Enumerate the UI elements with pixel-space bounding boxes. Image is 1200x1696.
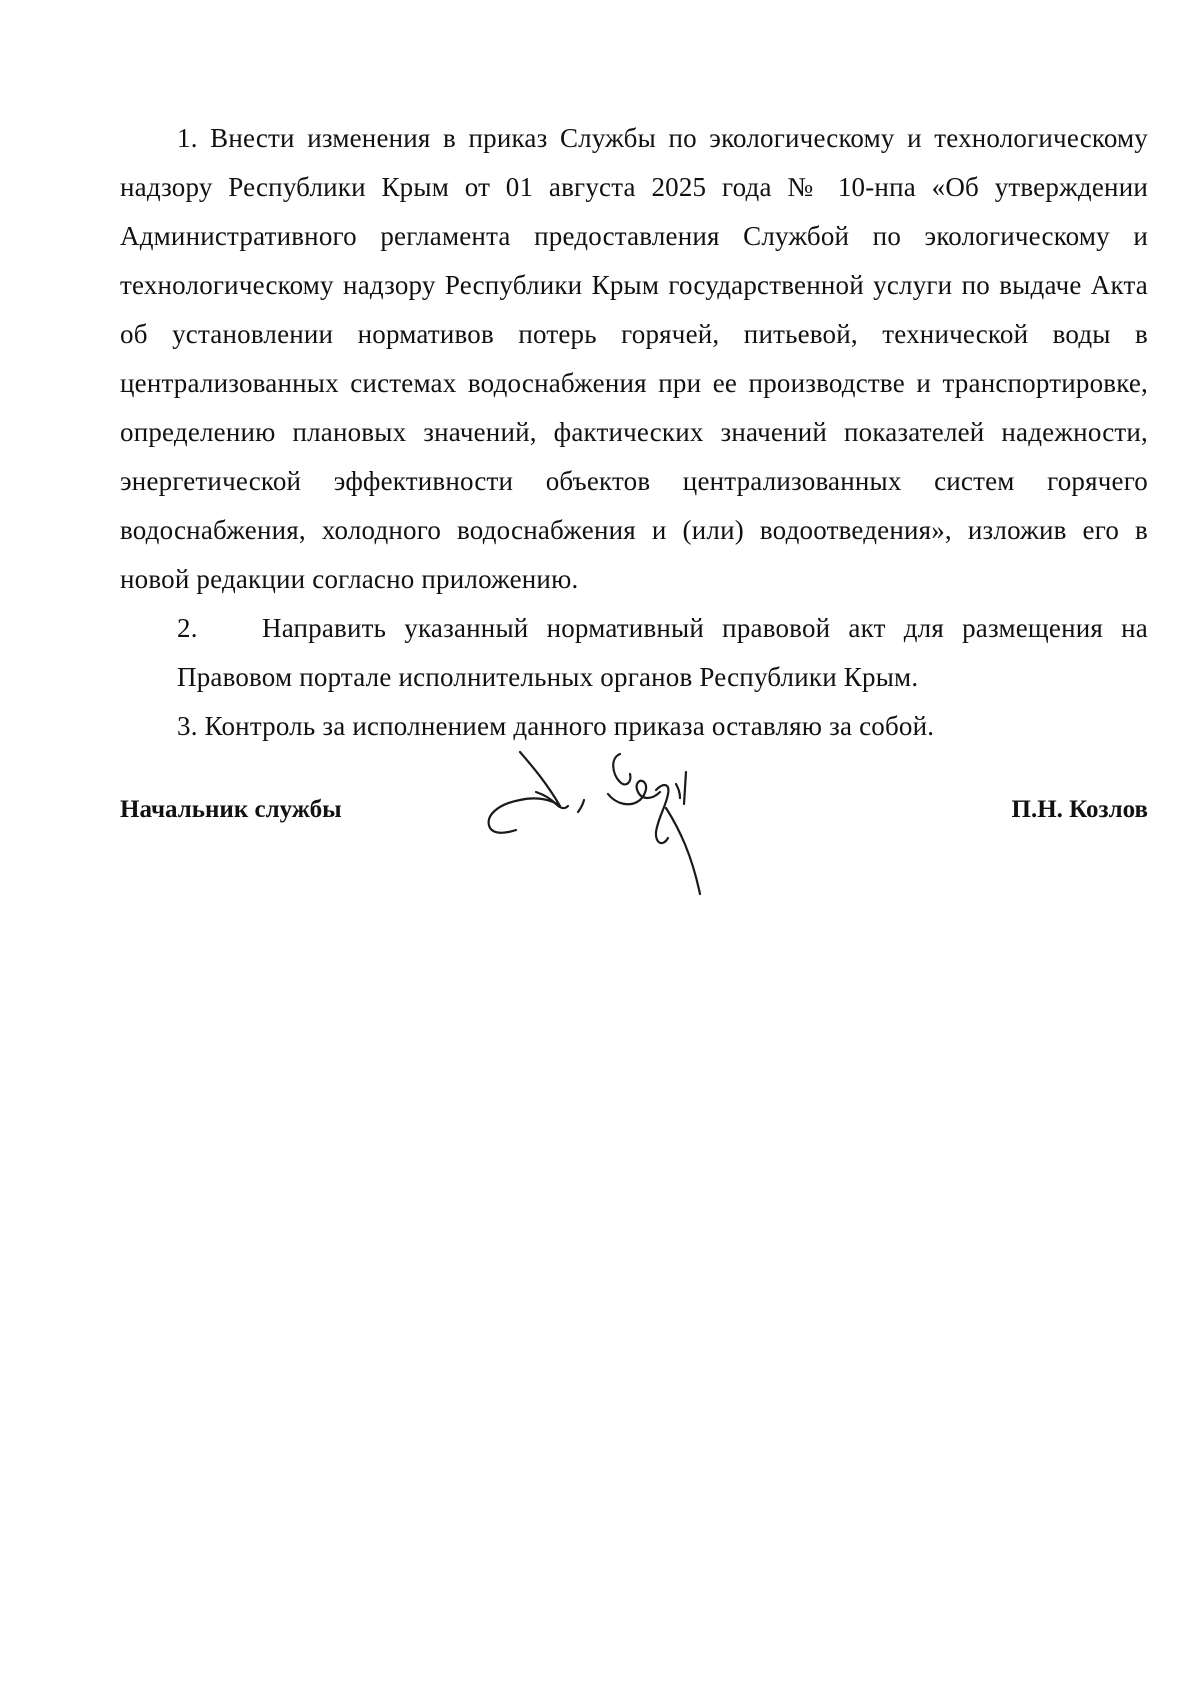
paragraph-2 bbox=[120, 604, 1148, 702]
handwritten-signature-icon bbox=[480, 748, 770, 900]
signatory-name: П.Н. Козлов bbox=[1011, 796, 1148, 823]
paragraph-1: 1. Внести изменения в приказ Службы по экологическому и технологическому надзору Республики Крым от 01 августа 2025 года № 10-нпа «Об утверждении Административного регламента предоставления Службой по экологическому и технологическому надзору Республики Крым государственной услуги по выдаче Акта об установлении нормативов потерь горячей, питьевой, технической воды в централизованных системах водоснабжения при ее производстве и транспортировке, определению плановых значений, фактических значений показателей надежности, энергетической эффективности объектов централизованных систем горячего водоснабжения, холодного водоснабжения и (или) водоотведения», изложив его в новой редакции согласно приложению. bbox=[120, 123, 1148, 594]
signatory-position: Начальник службы bbox=[120, 796, 342, 823]
paragraph-2-text: Направить указанный нормативный правовой акт для размещения на Правовом портале исполнительных органов Республики Крым. bbox=[177, 613, 1148, 692]
paragraph-2-number: 2. bbox=[177, 613, 198, 643]
order-body bbox=[120, 114, 1148, 751]
paragraph-3: 3. Контроль за исполнением данного приказа оставляю за собой. bbox=[177, 711, 935, 741]
